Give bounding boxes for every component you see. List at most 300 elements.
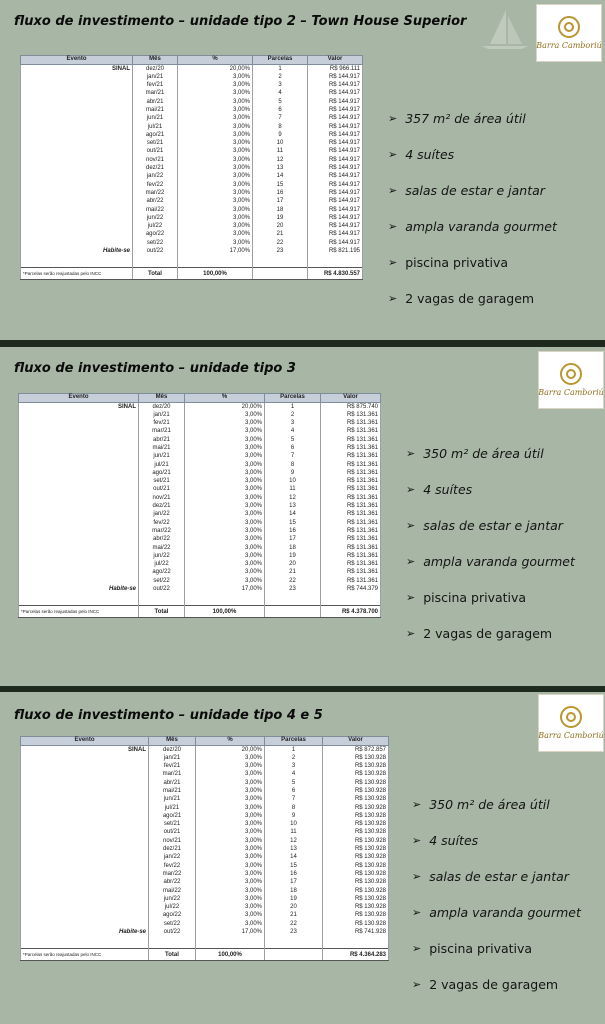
- barra-camboriu-logo-icon: [538, 694, 604, 752]
- feature-text: ampla varanda gourmet: [405, 218, 557, 234]
- cell-valor: R$ 131.361: [321, 477, 381, 485]
- cell-mes: fev/22: [149, 862, 196, 870]
- total-blank: [265, 606, 321, 618]
- cell-pct: 3,00%: [196, 770, 265, 778]
- cell-evento: [21, 89, 133, 97]
- cell-mes: nov/21: [149, 837, 196, 845]
- cell-parcela: 19: [253, 214, 308, 222]
- cell-parcela: 2: [265, 411, 321, 419]
- cell-parcela: 21: [253, 230, 308, 238]
- cell-pct: 3,00%: [178, 230, 253, 238]
- cell-evento: [21, 156, 133, 164]
- cell-valor: R$ 144.917: [308, 172, 363, 180]
- cell-mes: dez/20: [139, 402, 185, 411]
- table-row: [19, 527, 381, 535]
- cell-evento: [19, 535, 139, 543]
- cell-blank: [265, 936, 323, 949]
- table-row: [21, 870, 389, 878]
- feature-item: [388, 244, 557, 280]
- feature-item: [388, 100, 557, 136]
- cell-pct: 3,00%: [185, 552, 265, 560]
- cell-mes: ago/22: [139, 568, 185, 576]
- cell-valor: R$ 131.361: [321, 519, 381, 527]
- cell-evento: [21, 903, 149, 911]
- cell-mes: mar/21: [133, 89, 178, 97]
- cell-mes: mai/22: [149, 887, 196, 895]
- cell-valor: R$ 741.928: [323, 928, 389, 936]
- cell-valor: R$ 144.917: [308, 139, 363, 147]
- cell-valor: R$ 130.928: [323, 870, 389, 878]
- cell-pct: 3,00%: [185, 485, 265, 493]
- cell-mes: jan/21: [133, 73, 178, 81]
- cell-pct: 3,00%: [178, 147, 253, 155]
- cell-mes: jun/21: [133, 114, 178, 122]
- cell-valor: R$ 966.111: [308, 64, 363, 73]
- cell-blank: [196, 936, 265, 949]
- cell-mes: jan/22: [133, 172, 178, 180]
- cell-pct: 3,00%: [185, 519, 265, 527]
- cell-pct: 3,00%: [185, 419, 265, 427]
- arrow-bullet-icon: ➢: [412, 833, 422, 847]
- incc-note: *Parcelas serão reajustadas pelo INCC: [19, 606, 139, 618]
- cell-parcela: 21: [265, 568, 321, 576]
- cell-pct: 3,00%: [196, 920, 265, 928]
- cell-parcela: 14: [265, 853, 323, 861]
- total-valor: R$ 4.378.700: [321, 606, 381, 618]
- cell-mes: abr/21: [149, 779, 196, 787]
- cell-pct: 3,00%: [178, 123, 253, 131]
- cell-valor: R$ 131.361: [321, 494, 381, 502]
- total-blank: [253, 268, 308, 280]
- header-valor: Valor: [321, 394, 381, 403]
- table-row: [21, 123, 363, 131]
- cell-valor: R$ 130.928: [323, 895, 389, 903]
- table-row: [19, 502, 381, 510]
- cell-valor: R$ 131.361: [321, 552, 381, 560]
- table-header: [19, 394, 381, 403]
- cell-parcela: 3: [253, 81, 308, 89]
- cell-pct: 20,00%: [196, 745, 265, 754]
- cell-evento: [21, 845, 149, 853]
- table-row: [19, 519, 381, 527]
- cell-parcela: 4: [265, 770, 323, 778]
- cell-evento: [21, 222, 133, 230]
- cell-parcela: 7: [265, 452, 321, 460]
- feature-text: 4 suítes: [429, 832, 479, 848]
- cell-mes: fev/21: [133, 81, 178, 89]
- cell-mes: mai/21: [133, 106, 178, 114]
- cell-evento: [19, 477, 139, 485]
- cell-mes: out/21: [149, 828, 196, 836]
- cell-pct: 3,00%: [196, 754, 265, 762]
- feature-item: [412, 930, 581, 966]
- arrow-bullet-icon: ➢: [406, 590, 416, 604]
- cell-mes: jun/22: [139, 552, 185, 560]
- cell-mes: jun/21: [149, 795, 196, 803]
- arrow-bullet-icon: ➢: [412, 797, 422, 811]
- feature-text: 350 m² de área útil: [429, 796, 550, 812]
- cell-evento: [21, 762, 149, 770]
- table-row: [19, 552, 381, 560]
- cell-valor: R$ 821.195: [308, 247, 363, 255]
- cell-valor: R$ 144.917: [308, 197, 363, 205]
- table-row: [21, 795, 389, 803]
- cell-parcela: 19: [265, 895, 323, 903]
- cell-evento: [21, 779, 149, 787]
- feature-item: [412, 822, 581, 858]
- cell-valor: R$ 144.917: [308, 123, 363, 131]
- cell-parcela: 21: [265, 911, 323, 919]
- table-row: [19, 485, 381, 493]
- cell-evento: [21, 920, 149, 928]
- cell-valor: R$ 130.928: [323, 787, 389, 795]
- cell-valor: R$ 130.928: [323, 853, 389, 861]
- cell-pct: 3,00%: [185, 411, 265, 419]
- cell-pct: 17,00%: [185, 585, 265, 593]
- cell-evento: [19, 411, 139, 419]
- cell-parcela: 8: [265, 804, 323, 812]
- total-pct: 100,00%: [178, 268, 253, 280]
- cell-valor: R$ 131.361: [321, 560, 381, 568]
- cell-mes: jan/22: [149, 853, 196, 861]
- cell-parcela: 14: [253, 172, 308, 180]
- cell-evento: [21, 828, 149, 836]
- cell-blank: [19, 593, 139, 606]
- cell-mes: ago/22: [133, 230, 178, 238]
- cell-evento: SINAL: [19, 402, 139, 411]
- table-row: [19, 560, 381, 568]
- arrow-bullet-icon: ➢: [388, 147, 398, 161]
- cell-parcela: 12: [265, 494, 321, 502]
- arrow-bullet-icon: ➢: [406, 482, 416, 496]
- feature-item: [412, 894, 581, 930]
- cell-parcela: 23: [253, 247, 308, 255]
- cell-mes: mai/21: [149, 787, 196, 795]
- table-row: [21, 131, 363, 139]
- cell-parcela: 17: [253, 197, 308, 205]
- feature-text: piscina privativa: [405, 254, 509, 270]
- cell-parcela: 10: [265, 820, 323, 828]
- cell-valor: R$ 144.917: [308, 181, 363, 189]
- cell-parcela: 1: [253, 64, 308, 73]
- feature-text: ampla varanda gourmet: [429, 904, 581, 920]
- cell-mes: jun/22: [133, 214, 178, 222]
- table-row: [19, 452, 381, 460]
- cell-valor: R$ 130.928: [323, 837, 389, 845]
- header-evento: Evento: [21, 737, 149, 746]
- incc-note: *Parcelas serão reajustadas pelo INCC: [21, 268, 133, 280]
- table-row: [19, 444, 381, 452]
- table-row: [19, 568, 381, 576]
- table-row: [19, 461, 381, 469]
- cell-evento: [21, 106, 133, 114]
- cell-mes: jun/22: [149, 895, 196, 903]
- cell-parcela: 13: [265, 845, 323, 853]
- cell-parcela: 13: [253, 164, 308, 172]
- table-row: [21, 156, 363, 164]
- feature-item: [406, 579, 575, 615]
- cell-pct: 3,00%: [178, 106, 253, 114]
- cell-evento: [21, 862, 149, 870]
- cell-mes: abr/21: [133, 98, 178, 106]
- cell-valor: R$ 131.361: [321, 461, 381, 469]
- table-row: [21, 247, 363, 255]
- cell-pct: 3,00%: [178, 222, 253, 230]
- cell-evento: [19, 519, 139, 527]
- arrow-bullet-icon: ➢: [412, 941, 422, 955]
- table-row: [21, 837, 389, 845]
- cell-pct: 3,00%: [178, 197, 253, 205]
- cell-valor: R$ 144.917: [308, 98, 363, 106]
- cell-valor: R$ 144.917: [308, 73, 363, 81]
- cell-parcela: 11: [253, 147, 308, 155]
- cell-evento: [21, 114, 133, 122]
- slide-tipo-3: [0, 347, 605, 686]
- cell-evento: [21, 81, 133, 89]
- table-row: [21, 745, 389, 754]
- cell-parcela: 5: [265, 436, 321, 444]
- cell-pct: 3,00%: [178, 89, 253, 97]
- cell-valor: R$ 144.917: [308, 230, 363, 238]
- cell-mes: jul/22: [133, 222, 178, 230]
- cell-mes: mai/22: [139, 544, 185, 552]
- table-row: [21, 106, 363, 114]
- feature-item: [388, 280, 557, 316]
- feature-text: salas de estar e jantar: [429, 868, 569, 884]
- cell-valor: R$ 131.361: [321, 568, 381, 576]
- cell-valor: R$ 744.379: [321, 585, 381, 593]
- cell-mes: jul/21: [139, 461, 185, 469]
- table-row: [19, 544, 381, 552]
- cell-valor: R$ 130.928: [323, 887, 389, 895]
- cell-evento: [21, 206, 133, 214]
- cell-pct: 3,00%: [178, 81, 253, 89]
- cell-valor: R$ 131.361: [321, 485, 381, 493]
- cell-parcela: 13: [265, 502, 321, 510]
- cell-valor: R$ 875.740: [321, 402, 381, 411]
- table-row: [19, 402, 381, 411]
- table-row: [21, 222, 363, 230]
- cell-pct: 3,00%: [178, 114, 253, 122]
- cell-parcela: 6: [265, 787, 323, 795]
- logo-text: Barra Camboriú: [538, 731, 604, 740]
- cell-valor: R$ 131.361: [321, 427, 381, 435]
- barra-camboriu-logo-icon: [536, 4, 602, 62]
- cell-pct: 17,00%: [178, 247, 253, 255]
- feature-item: [412, 786, 581, 822]
- feature-item: [406, 615, 575, 651]
- cell-evento: [21, 139, 133, 147]
- logo-text: Barra Camboriú: [538, 388, 604, 397]
- cell-parcela: 16: [265, 527, 321, 535]
- cell-pct: 3,00%: [178, 164, 253, 172]
- total-blank: [265, 949, 323, 961]
- cell-pct: 3,00%: [178, 214, 253, 222]
- table-row: [21, 73, 363, 81]
- cell-parcela: 16: [253, 189, 308, 197]
- cell-pct: 3,00%: [196, 820, 265, 828]
- cell-blank: [308, 255, 363, 268]
- table-row: [21, 89, 363, 97]
- cell-blank: [149, 936, 196, 949]
- table-row: [19, 427, 381, 435]
- feature-item: [412, 858, 581, 894]
- cell-mes: nov/21: [139, 494, 185, 502]
- header-pct: %: [196, 737, 265, 746]
- cell-pct: 3,00%: [178, 73, 253, 81]
- cell-pct: 3,00%: [185, 469, 265, 477]
- cell-parcela: 23: [265, 585, 321, 593]
- cell-pct: 20,00%: [185, 402, 265, 411]
- cell-evento: [21, 189, 133, 197]
- cell-mes: ago/21: [139, 469, 185, 477]
- cell-valor: R$ 872.857: [323, 745, 389, 754]
- cell-evento: [19, 544, 139, 552]
- feature-text: 4 suítes: [423, 481, 473, 497]
- table-row: [21, 197, 363, 205]
- cell-valor: R$ 131.361: [321, 469, 381, 477]
- cell-mes: fev/22: [139, 519, 185, 527]
- cell-valor: R$ 130.928: [323, 911, 389, 919]
- cell-evento: [21, 887, 149, 895]
- cell-valor: R$ 144.917: [308, 222, 363, 230]
- cell-pct: 3,00%: [178, 181, 253, 189]
- cell-parcela: 5: [265, 779, 323, 787]
- header-evento: Evento: [19, 394, 139, 403]
- cell-evento: [21, 804, 149, 812]
- cell-mes: mar/22: [133, 189, 178, 197]
- cell-mes: dez/20: [133, 64, 178, 73]
- cell-pct: 3,00%: [185, 444, 265, 452]
- investment-table: [20, 55, 363, 280]
- arrow-bullet-icon: ➢: [412, 905, 422, 919]
- investment-table: [18, 393, 381, 618]
- cell-mes: jan/21: [139, 411, 185, 419]
- cell-evento: [19, 560, 139, 568]
- arrow-bullet-icon: ➢: [412, 869, 422, 883]
- cell-evento: [21, 197, 133, 205]
- header-parcelas: Parcelas: [265, 394, 321, 403]
- cell-mes: fev/21: [139, 419, 185, 427]
- cell-mes: abr/22: [133, 197, 178, 205]
- feature-item: [388, 208, 557, 244]
- slide-title: fluxo de investimento – unidade tipo 4 e 5: [14, 708, 323, 723]
- cell-evento: SINAL: [21, 745, 149, 754]
- cell-parcela: 8: [253, 123, 308, 131]
- arrow-bullet-icon: ➢: [388, 183, 398, 197]
- table-total-row: [21, 268, 363, 280]
- header-mes: Mês: [139, 394, 185, 403]
- cell-parcela: 15: [265, 862, 323, 870]
- header-pct: %: [178, 56, 253, 65]
- sailboat-watermark-icon: [476, 6, 534, 50]
- cell-valor: R$ 144.917: [308, 214, 363, 222]
- cell-mes: mai/21: [139, 444, 185, 452]
- cell-evento: [21, 812, 149, 820]
- cell-pct: 3,00%: [185, 494, 265, 502]
- cell-pct: 3,00%: [196, 787, 265, 795]
- cell-valor: R$ 131.361: [321, 535, 381, 543]
- cell-evento: [21, 853, 149, 861]
- arrow-bullet-icon: ➢: [406, 554, 416, 568]
- table-row: [21, 845, 389, 853]
- cell-mes: set/22: [149, 920, 196, 928]
- cell-parcela: 2: [253, 73, 308, 81]
- cell-parcela: 2: [265, 754, 323, 762]
- cell-parcela: 18: [265, 887, 323, 895]
- cell-parcela: 4: [253, 89, 308, 97]
- cell-valor: R$ 130.928: [323, 862, 389, 870]
- cell-mes: dez/21: [149, 845, 196, 853]
- cell-mes: mar/21: [149, 770, 196, 778]
- cell-parcela: 1: [265, 745, 323, 754]
- arrow-bullet-icon: ➢: [412, 977, 422, 991]
- cell-pct: 3,00%: [185, 510, 265, 518]
- cell-pct: 3,00%: [196, 828, 265, 836]
- cell-parcela: 1: [265, 402, 321, 411]
- feature-text: ampla varanda gourmet: [423, 553, 575, 569]
- cell-pct: 3,00%: [185, 461, 265, 469]
- cell-parcela: 10: [265, 477, 321, 485]
- table-row: [21, 81, 363, 89]
- cell-evento: [21, 131, 133, 139]
- cell-valor: R$ 130.928: [323, 795, 389, 803]
- slide-tipo-4-5: [0, 692, 605, 1024]
- total-label: Total: [133, 268, 178, 280]
- cell-mes: jan/21: [149, 754, 196, 762]
- cell-parcela: 7: [265, 795, 323, 803]
- cell-mes: jul/22: [149, 903, 196, 911]
- cell-parcela: 12: [253, 156, 308, 164]
- cell-mes: ago/22: [149, 911, 196, 919]
- arrow-bullet-icon: ➢: [388, 219, 398, 233]
- cell-parcela: 15: [265, 519, 321, 527]
- cell-mes: jan/22: [139, 510, 185, 518]
- barra-camboriu-logo-icon: [538, 351, 604, 409]
- cell-mes: set/22: [139, 577, 185, 585]
- cell-evento: [21, 123, 133, 131]
- cell-evento: [19, 427, 139, 435]
- cell-pct: 3,00%: [185, 502, 265, 510]
- table-row: [21, 164, 363, 172]
- cell-mes: set/21: [149, 820, 196, 828]
- cell-valor: R$ 131.361: [321, 444, 381, 452]
- cell-parcela: 14: [265, 510, 321, 518]
- table-row: [21, 189, 363, 197]
- table-row: [21, 787, 389, 795]
- cell-pct: 17,00%: [196, 928, 265, 936]
- cell-valor: R$ 144.917: [308, 131, 363, 139]
- cell-evento: [21, 230, 133, 238]
- cell-evento: [21, 214, 133, 222]
- total-label: Total: [139, 606, 185, 618]
- feature-text: 2 vagas de garagem: [405, 290, 535, 306]
- table-total-row: [19, 606, 381, 618]
- cell-valor: R$ 131.361: [321, 436, 381, 444]
- table-row: [21, 928, 389, 936]
- table-row: [19, 535, 381, 543]
- feature-text: 4 suítes: [405, 146, 455, 162]
- header-valor: Valor: [308, 56, 363, 65]
- cell-evento: [21, 878, 149, 886]
- cell-parcela: 20: [265, 560, 321, 568]
- cell-evento: [19, 452, 139, 460]
- cell-pct: 3,00%: [178, 172, 253, 180]
- feature-item: [406, 435, 575, 471]
- arrow-bullet-icon: ➢: [388, 291, 398, 305]
- feature-text: piscina privativa: [423, 589, 527, 605]
- table-row: [21, 230, 363, 238]
